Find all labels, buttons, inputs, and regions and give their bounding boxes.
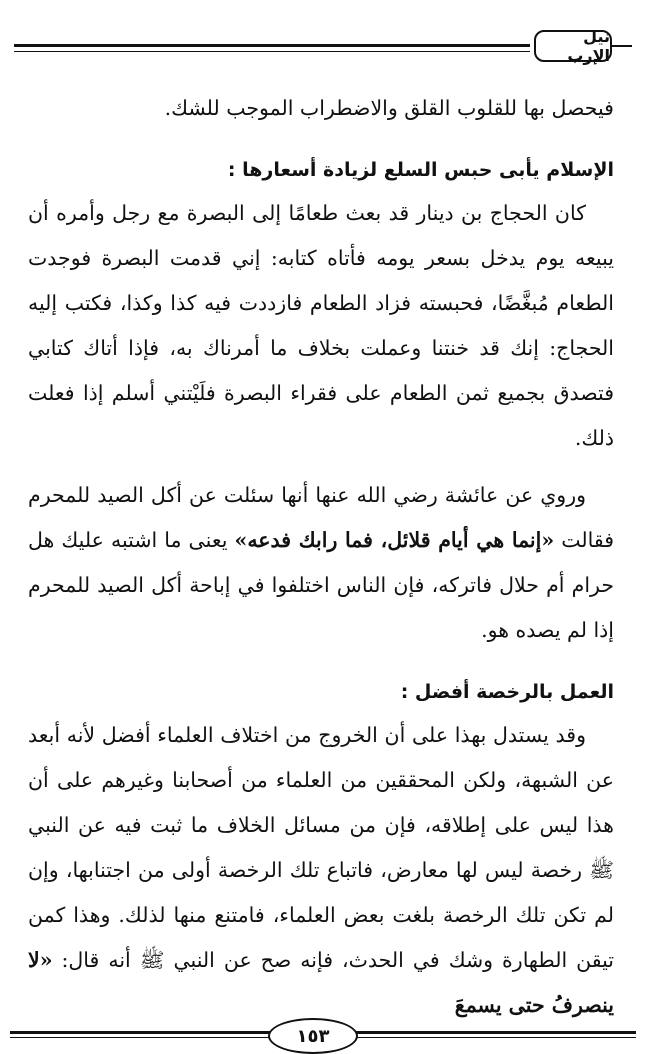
page-number: ١٥٣ [268, 1018, 358, 1054]
book-title-label: نيل الإرب [534, 30, 612, 62]
hadith-quote-prophet: «لا ينصرفُ حتى يسمعَ [28, 948, 614, 1017]
page-body [28, 86, 614, 1028]
paragraph-aisha-text-b: يعنى ما اشتبه عليك هل حرام أم حلال فاتركه، فإن الناس اختلفوا في إباحة أكل الصيد للمحرم إذا لم يصده هو. [28, 528, 614, 642]
hadith-quote-aisha: «إنما هي أيام قلائل، فما رابك فدعه» [234, 528, 555, 552]
section-heading-hoarding: الإسلام يأبى حبس السلع لزيادة أسعارها : [227, 159, 614, 181]
page-header [0, 0, 646, 80]
paragraph-hajjaj: كان الحجاج بن دينار قد بعث طعامًا إلى البصرة مع رجل وأمره أن يبيعه يوم يدخل بسعر يومه فأتاه كتابه: إني قدمت البصرة فوجدت الطعام مُبغَّضًا، فحبسته فزاد الطعام فازددت فيه كذا وكذا، فكتب إليه الحجاج: إنك قد خنتنا وعملت بخلاف ما أمرناك به، فإذا أتاك كتابي فتصدق بجميع ثمن الطعام على فقراء البصرة فلَيْتني أسلم إذا فعلت ذلك. [28, 201, 614, 450]
paragraph-rukhsa [28, 713, 614, 1028]
header-rule-thin [14, 51, 530, 52]
paragraph-aisha [28, 473, 614, 653]
paragraph-rukhsa-text: وقد يستدل بهذا على أن الخروج من اختلاف العلماء أفضل لأنه أبعد عن الشبهة، ولكن المحققين من العلماء من أصحابنا وغيرهم على أن هذا ليس على إطلاقه، فإن من مسائل الخلاف ما ثبت فيه عن النبي ﷺ رخصة ليس لها معارض، فاتباع تلك الرخصة أولى من اجتنابها، وإن لم تكن تلك الرخصة بلغت بعض العلماء، فامتنع منها لذلك. وهذا كمن تيقن الطهارة وشك في الحدث، فإنه صح عن النبي ﷺ أنه قال: [28, 723, 614, 972]
section-heading-rukhsa: العمل بالرخصة أفضل : [400, 681, 614, 703]
paragraph-intro: فيحصل بها للقلوب القلق والاضطراب الموجب للشك. [164, 96, 614, 120]
header-rule-thick [14, 44, 530, 47]
header-rule-right [612, 45, 632, 47]
page-footer [0, 1010, 646, 1054]
paragraph-aisha-text-a: وروي عن عائشة رضي الله عنها أنها سئلت عن أكل الصيد للمحرم فقالت [28, 483, 615, 552]
